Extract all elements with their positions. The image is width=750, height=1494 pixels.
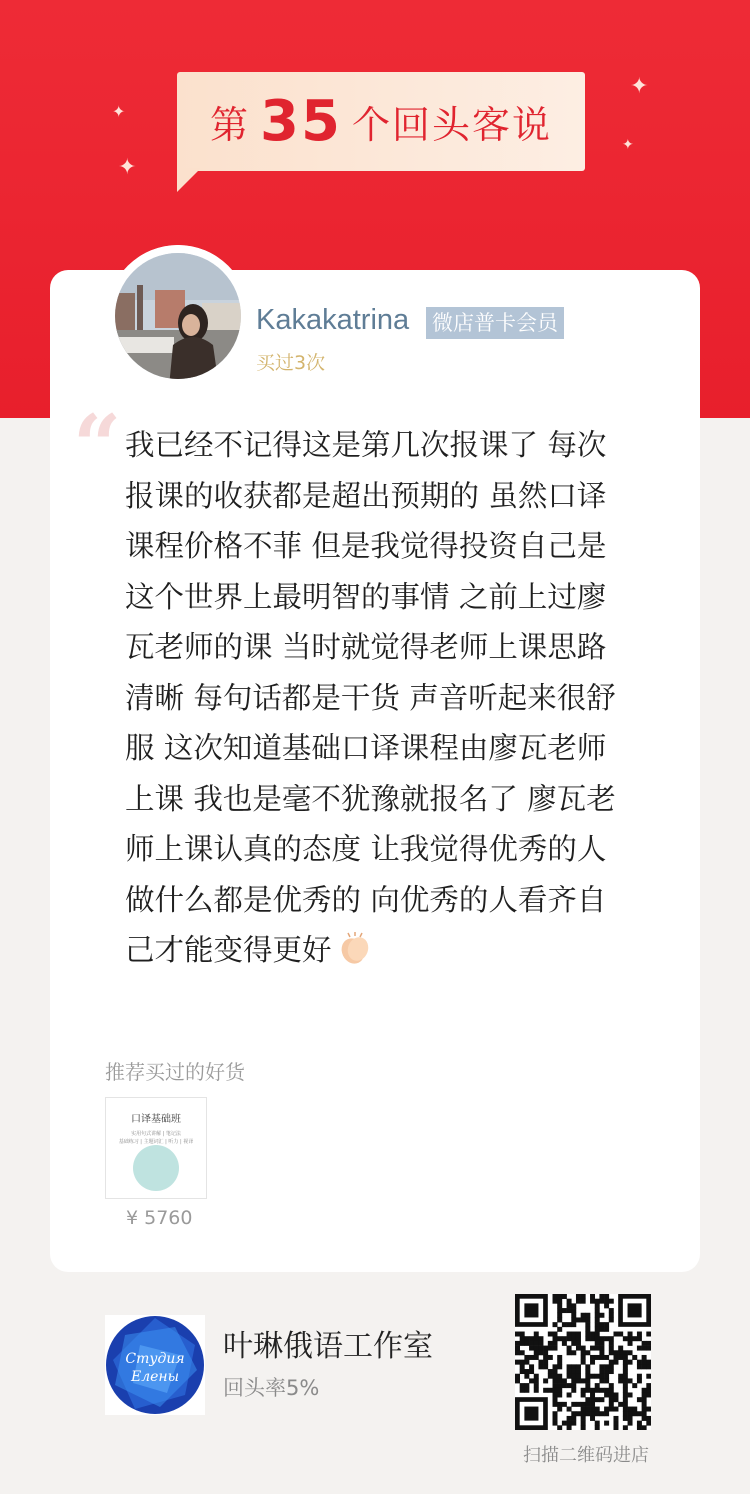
member-badge: 微店普卡会员 bbox=[426, 307, 564, 339]
banner-tail bbox=[177, 168, 201, 192]
clapping-hands-icon bbox=[338, 931, 372, 982]
purchase-count: 买过3次 bbox=[256, 352, 326, 374]
title-banner bbox=[177, 72, 585, 171]
product-thumbnail[interactable] bbox=[105, 1097, 207, 1199]
qr-code[interactable] bbox=[515, 1294, 651, 1430]
shop-logo[interactable] bbox=[105, 1315, 205, 1415]
sparkle-icon: ✦ bbox=[630, 74, 649, 99]
avatar[interactable] bbox=[107, 245, 249, 387]
shop-return-rate: 回头率5% bbox=[223, 1376, 320, 1400]
qr-caption: 扫描二维码进店 bbox=[523, 1445, 649, 1466]
quote-icon: “ bbox=[73, 396, 122, 495]
product-illustration bbox=[133, 1145, 179, 1191]
svg-text:Елены: Елены bbox=[130, 1369, 180, 1385]
title-suffix: 个回头客说 bbox=[351, 103, 552, 147]
sparkle-icon: ✦ bbox=[112, 102, 126, 121]
sparkle-icon: ✦ bbox=[622, 137, 634, 153]
reviewer-name[interactable]: Kakakatrina bbox=[256, 304, 410, 336]
product-thumb-title: 口译基础班 bbox=[131, 1114, 181, 1125]
review-text-block bbox=[125, 420, 621, 982]
title-prefix: 第 bbox=[210, 103, 251, 147]
product-thumb-line1: 实用句式讲解 | 笔记法 bbox=[131, 1131, 181, 1137]
product-thumb-line2: 基础练习 | 主题词汇 | 听力 | 视译 bbox=[118, 1139, 194, 1145]
review-text: 我已经不记得这是第几次报课了 每次报课的收获都是超出预期的 虽然口译课程价格不菲 但是我觉得投资自己是这个世界上最明智的事情 之前上过廖瓦老师的课 当时就觉得老师上课思路清晰 每句话都是干货 声音听起来很舒服 这次知道基础口译课程由廖瓦老师上课 我也是毫不犹豫就报名了 廖瓦老师上课认真的态度 让我觉得优秀的人做什么都是优秀的 向优秀的人看齐自己才能变得更好 bbox=[125, 428, 616, 967]
shop-name[interactable]: 叶琳俄语工作室 bbox=[223, 1329, 433, 1364]
title-number: 35 bbox=[260, 89, 342, 154]
recommendations-label: 推荐买过的好货 bbox=[105, 1060, 245, 1084]
shop-logo-text: Студия bbox=[125, 1351, 185, 1367]
sparkle-icon: ✦ bbox=[118, 155, 137, 180]
product-price: ¥ 5760 bbox=[126, 1207, 193, 1229]
